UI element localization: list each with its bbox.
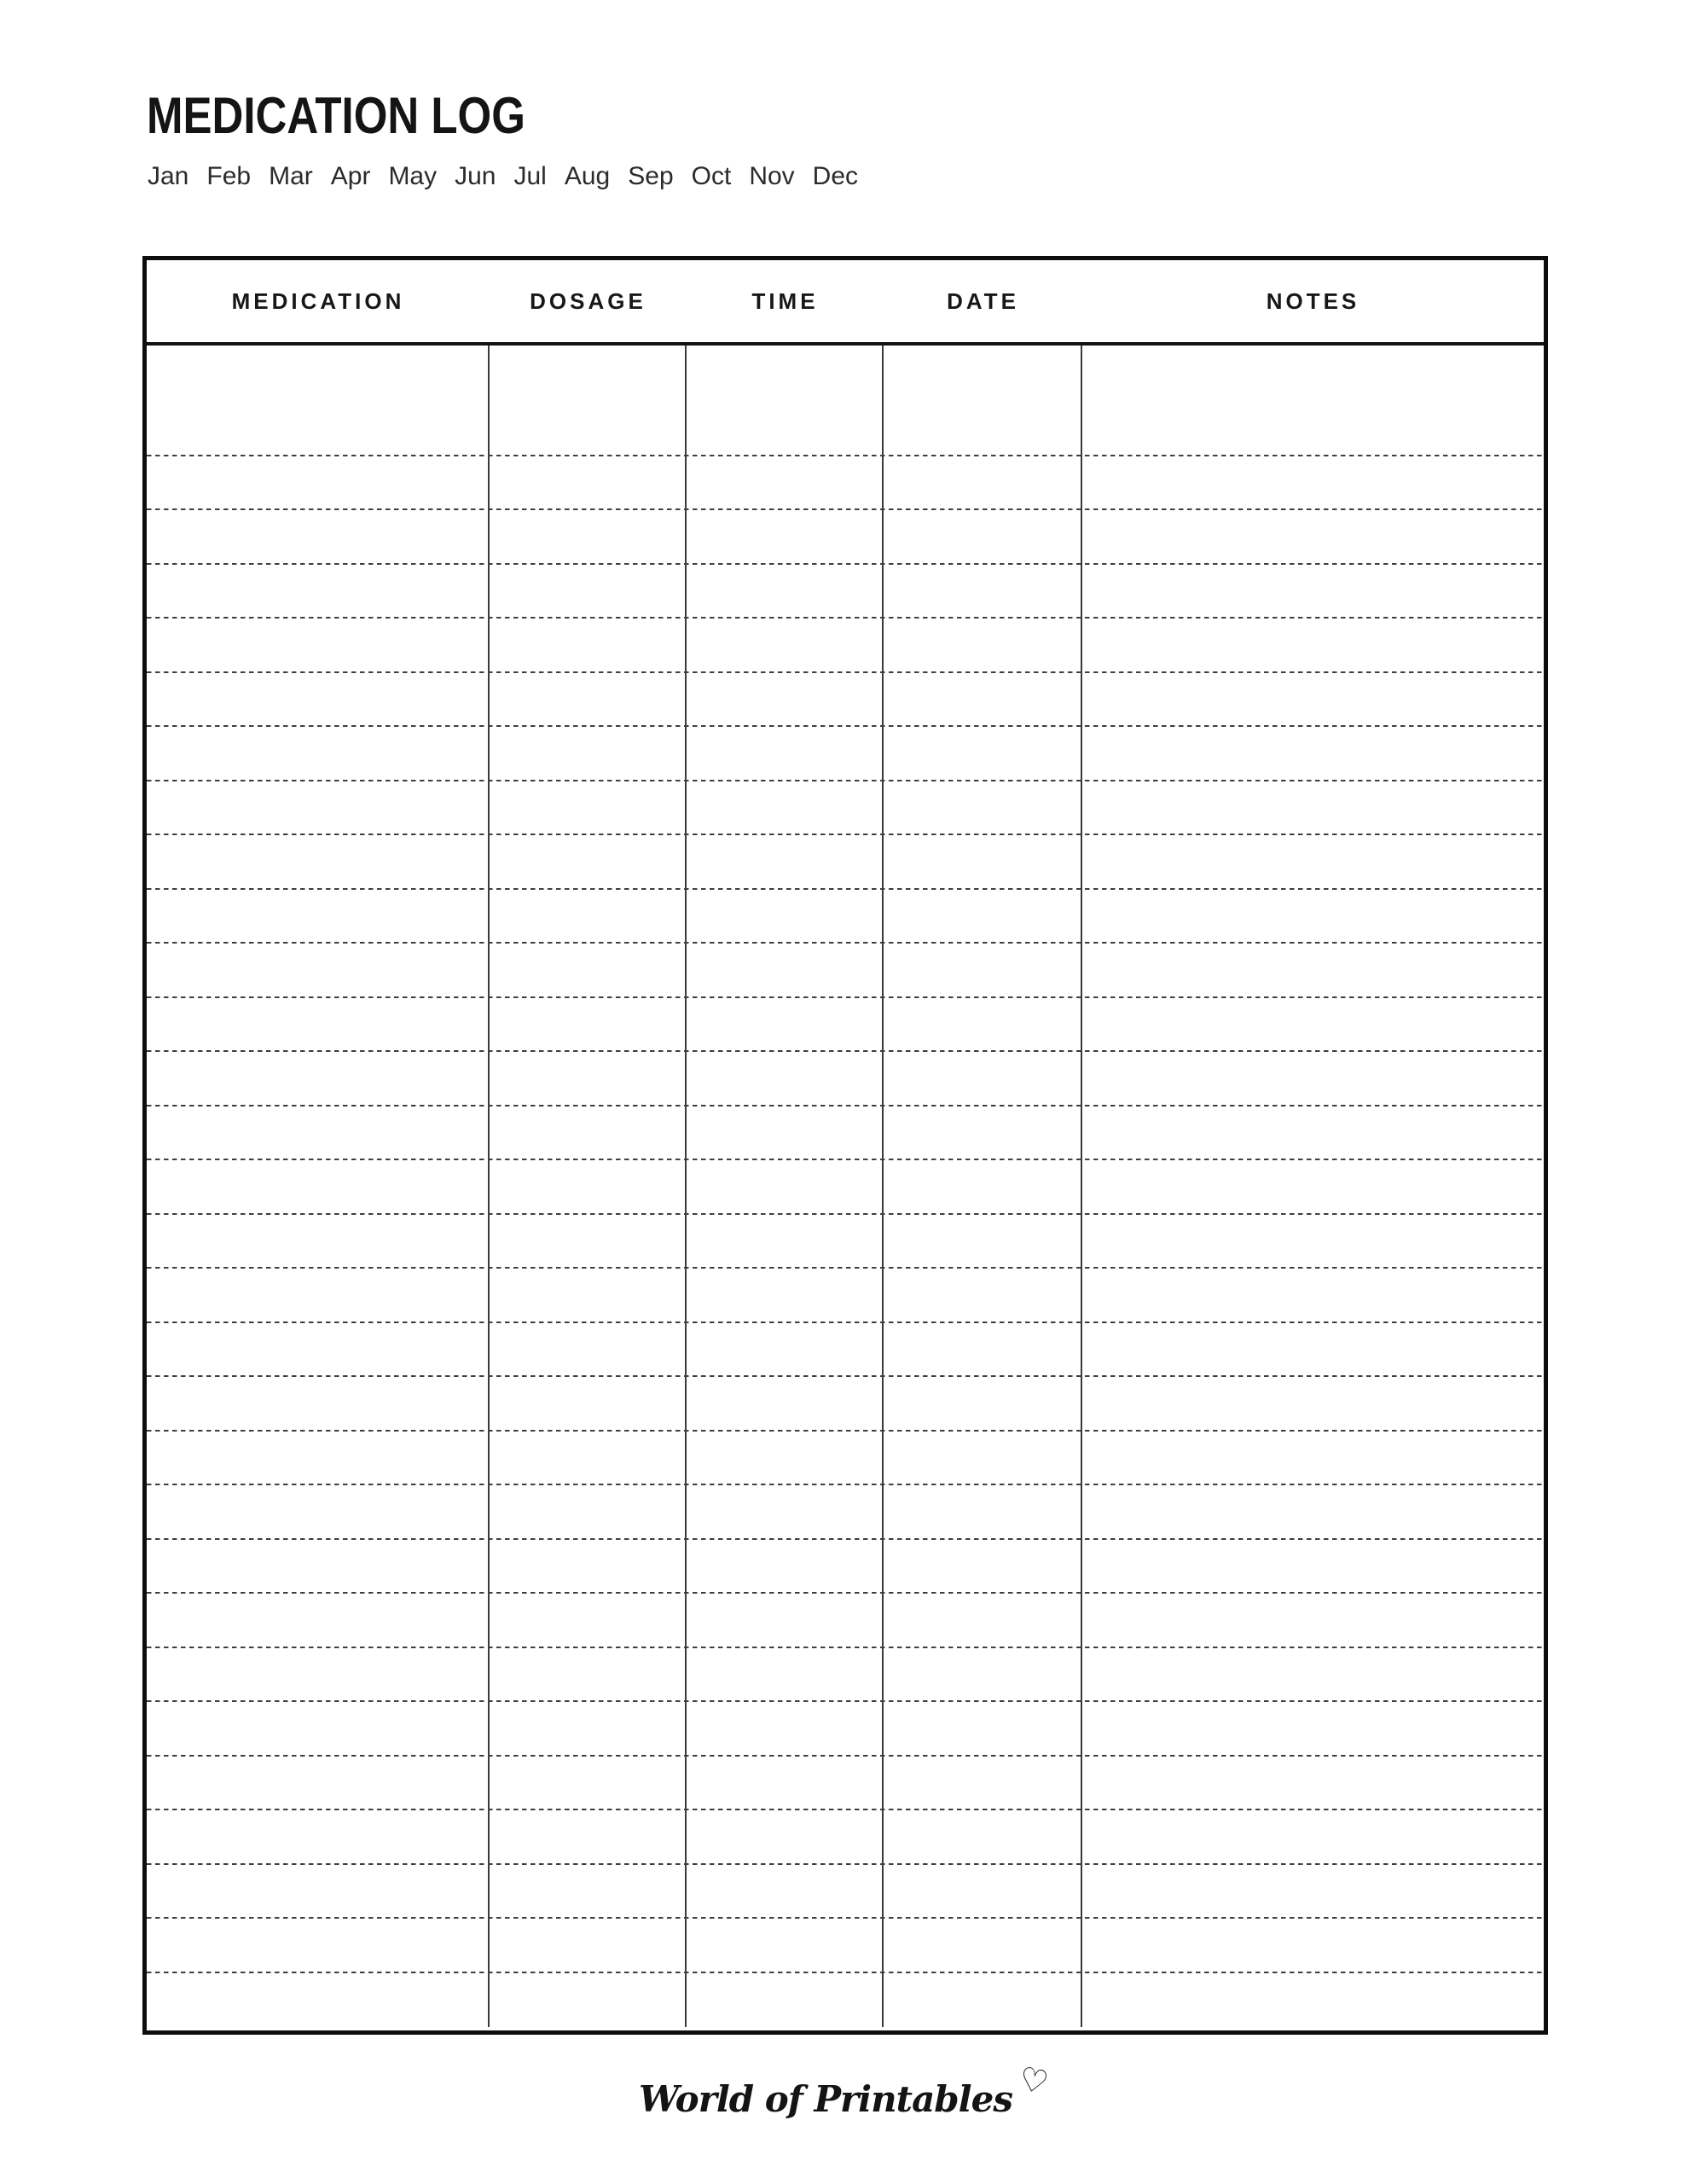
table-row xyxy=(147,456,1544,511)
table-row xyxy=(147,1052,1544,1107)
log-cell-notes[interactable] xyxy=(1082,944,1544,998)
log-cell-time[interactable] xyxy=(687,1702,884,1757)
table-row xyxy=(147,1107,1544,1161)
table-row xyxy=(147,890,1544,944)
log-cell-dosage[interactable] xyxy=(490,1757,687,1811)
log-cell-medication[interactable] xyxy=(147,1757,490,1811)
log-cell-medication[interactable] xyxy=(147,727,490,781)
table-body xyxy=(147,346,1544,2030)
log-cell-notes[interactable] xyxy=(1082,510,1544,565)
log-cell-date[interactable] xyxy=(884,619,1082,673)
log-cell-dosage[interactable] xyxy=(490,1919,687,1973)
column-header-dosage: DOSAGE xyxy=(530,288,646,314)
log-cell-notes[interactable] xyxy=(1082,1215,1544,1269)
log-cell-date[interactable] xyxy=(884,346,1082,456)
log-cell-notes[interactable] xyxy=(1082,1810,1544,1865)
log-cell-medication[interactable] xyxy=(147,998,490,1053)
log-cell-medication[interactable] xyxy=(147,1269,490,1323)
log-cell-dosage[interactable] xyxy=(490,1432,687,1486)
log-cell-time[interactable] xyxy=(687,890,884,944)
log-cell-time[interactable] xyxy=(687,1973,884,2028)
table-row xyxy=(147,1432,1544,1486)
log-cell-dosage[interactable] xyxy=(490,727,687,781)
log-cell-date[interactable] xyxy=(884,1323,1082,1378)
log-cell-notes[interactable] xyxy=(1082,1485,1544,1540)
log-cell-time[interactable] xyxy=(687,1919,884,1973)
log-cell-notes[interactable] xyxy=(1082,1702,1544,1757)
log-cell-date[interactable] xyxy=(884,1757,1082,1811)
log-cell-date[interactable] xyxy=(884,1432,1082,1486)
log-cell-time[interactable] xyxy=(687,1594,884,1648)
log-cell-time[interactable] xyxy=(687,565,884,619)
log-cell-date[interactable] xyxy=(884,1215,1082,1269)
log-cell-dosage[interactable] xyxy=(490,1052,687,1107)
log-cell-date[interactable] xyxy=(884,1540,1082,1594)
log-cell-date[interactable] xyxy=(884,1594,1082,1648)
log-cell-date[interactable] xyxy=(884,1107,1082,1161)
log-cell-notes[interactable] xyxy=(1082,619,1544,673)
log-cell-notes[interactable] xyxy=(1082,1757,1544,1811)
log-cell-time[interactable] xyxy=(687,1485,884,1540)
log-cell-notes[interactable] xyxy=(1082,673,1544,728)
log-cell-date[interactable] xyxy=(884,1973,1082,2028)
log-cell-date[interactable] xyxy=(884,727,1082,781)
log-cell-time[interactable] xyxy=(687,510,884,565)
log-cell-date[interactable] xyxy=(884,1702,1082,1757)
log-cell-medication[interactable] xyxy=(147,835,490,890)
log-cell-time[interactable] xyxy=(687,673,884,728)
log-cell-medication[interactable] xyxy=(147,1702,490,1757)
log-cell-dosage[interactable] xyxy=(490,1269,687,1323)
log-cell-dosage[interactable] xyxy=(490,346,687,456)
footer-logo xyxy=(0,2059,1687,2125)
log-cell-medication[interactable] xyxy=(147,1648,490,1703)
log-cell-date[interactable] xyxy=(884,1919,1082,1973)
log-cell-date[interactable] xyxy=(884,998,1082,1053)
table-row xyxy=(147,619,1544,673)
log-cell-time[interactable] xyxy=(687,1215,884,1269)
table-row xyxy=(147,998,1544,1053)
log-cell-medication[interactable] xyxy=(147,944,490,998)
log-cell-time[interactable] xyxy=(687,346,884,456)
log-cell-time[interactable] xyxy=(687,1052,884,1107)
column-header-medication: MEDICATION xyxy=(231,288,405,314)
log-cell-medication[interactable] xyxy=(147,456,490,511)
month-apr[interactable]: Apr xyxy=(330,162,371,190)
log-cell-notes[interactable] xyxy=(1082,1540,1544,1594)
log-cell-time[interactable] xyxy=(687,619,884,673)
table-row xyxy=(147,1160,1544,1215)
table-row xyxy=(147,1215,1544,1269)
log-cell-date[interactable] xyxy=(884,781,1082,836)
medication-log-table xyxy=(142,256,1548,2035)
month-jul[interactable]: Jul xyxy=(513,162,547,190)
log-cell-time[interactable] xyxy=(687,998,884,1053)
log-cell-date[interactable] xyxy=(884,673,1082,728)
log-cell-date[interactable] xyxy=(884,1160,1082,1215)
table-row xyxy=(147,1810,1544,1865)
log-cell-medication[interactable] xyxy=(147,1160,490,1215)
month-dec[interactable]: Dec xyxy=(812,162,859,190)
log-cell-date[interactable] xyxy=(884,1810,1082,1865)
log-cell-medication[interactable] xyxy=(147,1323,490,1378)
log-cell-medication[interactable] xyxy=(147,1540,490,1594)
log-cell-dosage[interactable] xyxy=(490,565,687,619)
table-row xyxy=(147,944,1544,998)
log-cell-time[interactable] xyxy=(687,1648,884,1703)
log-cell-notes[interactable] xyxy=(1082,727,1544,781)
log-cell-notes[interactable] xyxy=(1082,890,1544,944)
table-row xyxy=(147,1757,1544,1811)
log-cell-date[interactable] xyxy=(884,565,1082,619)
log-cell-medication[interactable] xyxy=(147,1215,490,1269)
column-header-time: TIME xyxy=(751,288,819,314)
log-cell-dosage[interactable] xyxy=(490,1107,687,1161)
heart-icon: ♡ xyxy=(1015,2059,1052,2103)
log-cell-time[interactable] xyxy=(687,781,884,836)
log-cell-dosage[interactable] xyxy=(490,1865,687,1920)
log-cell-time[interactable] xyxy=(687,1107,884,1161)
table-row xyxy=(147,1377,1544,1432)
table-row xyxy=(147,1702,1544,1757)
log-cell-time[interactable] xyxy=(687,1269,884,1323)
month-sep[interactable]: Sep xyxy=(628,162,674,190)
log-cell-notes[interactable] xyxy=(1082,1919,1544,1973)
log-cell-date[interactable] xyxy=(884,835,1082,890)
month-aug[interactable]: Aug xyxy=(564,162,611,190)
log-cell-notes[interactable] xyxy=(1082,456,1544,511)
log-cell-time[interactable] xyxy=(687,835,884,890)
table-row xyxy=(147,1648,1544,1703)
log-cell-medication[interactable] xyxy=(147,1865,490,1920)
table-row xyxy=(147,510,1544,565)
log-cell-date[interactable] xyxy=(884,1269,1082,1323)
log-cell-time[interactable] xyxy=(687,944,884,998)
log-cell-dosage[interactable] xyxy=(490,510,687,565)
table-row xyxy=(147,1919,1544,1973)
log-cell-dosage[interactable] xyxy=(490,1160,687,1215)
log-cell-dosage[interactable] xyxy=(490,1377,687,1432)
log-cell-notes[interactable] xyxy=(1082,1052,1544,1107)
log-cell-time[interactable] xyxy=(687,1757,884,1811)
log-cell-medication[interactable] xyxy=(147,890,490,944)
log-cell-notes[interactable] xyxy=(1082,346,1544,456)
log-cell-notes[interactable] xyxy=(1082,1323,1544,1378)
log-cell-date[interactable] xyxy=(884,1377,1082,1432)
table-row xyxy=(147,1269,1544,1323)
log-cell-dosage[interactable] xyxy=(490,673,687,728)
table-row xyxy=(147,781,1544,836)
table-header-row xyxy=(147,260,1544,346)
log-cell-medication[interactable] xyxy=(147,619,490,673)
log-cell-dosage[interactable] xyxy=(490,781,687,836)
log-cell-notes[interactable] xyxy=(1082,835,1544,890)
log-cell-notes[interactable] xyxy=(1082,565,1544,619)
log-cell-date[interactable] xyxy=(884,456,1082,511)
log-cell-medication[interactable] xyxy=(147,673,490,728)
log-cell-date[interactable] xyxy=(884,944,1082,998)
log-cell-notes[interactable] xyxy=(1082,1269,1544,1323)
table-row xyxy=(147,1865,1544,1920)
log-cell-notes[interactable] xyxy=(1082,1973,1544,2028)
log-cell-time[interactable] xyxy=(687,1323,884,1378)
table-row xyxy=(147,346,1544,456)
log-cell-time[interactable] xyxy=(687,727,884,781)
log-cell-date[interactable] xyxy=(884,1865,1082,1920)
log-cell-time[interactable] xyxy=(687,1432,884,1486)
log-cell-dosage[interactable] xyxy=(490,456,687,511)
log-cell-time[interactable] xyxy=(687,456,884,511)
log-cell-medication[interactable] xyxy=(147,1919,490,1973)
log-cell-notes[interactable] xyxy=(1082,1594,1544,1648)
log-cell-medication[interactable] xyxy=(147,1377,490,1432)
table-row xyxy=(147,1594,1544,1648)
table-row xyxy=(147,727,1544,781)
log-cell-medication[interactable] xyxy=(147,1594,490,1648)
log-cell-date[interactable] xyxy=(884,1052,1082,1107)
log-cell-dosage[interactable] xyxy=(490,944,687,998)
table-row xyxy=(147,565,1544,619)
month-mar[interactable]: Mar xyxy=(269,162,313,190)
log-cell-date[interactable] xyxy=(884,1485,1082,1540)
log-cell-dosage[interactable] xyxy=(490,1323,687,1378)
log-cell-notes[interactable] xyxy=(1082,1648,1544,1703)
log-cell-dosage[interactable] xyxy=(490,1215,687,1269)
log-cell-medication[interactable] xyxy=(147,1107,490,1161)
log-cell-date[interactable] xyxy=(884,510,1082,565)
table-row xyxy=(147,673,1544,728)
table-row xyxy=(147,1973,1544,2028)
log-cell-medication[interactable] xyxy=(147,510,490,565)
log-cell-medication[interactable] xyxy=(147,1810,490,1865)
log-cell-notes[interactable] xyxy=(1082,1160,1544,1215)
month-jun[interactable]: Jun xyxy=(455,162,496,190)
month-feb[interactable]: Feb xyxy=(206,162,252,190)
log-cell-medication[interactable] xyxy=(147,1485,490,1540)
log-cell-time[interactable] xyxy=(687,1377,884,1432)
log-cell-medication[interactable] xyxy=(147,346,490,456)
table-row xyxy=(147,1323,1544,1378)
log-cell-time[interactable] xyxy=(687,1810,884,1865)
column-header-date: DATE xyxy=(947,288,1019,314)
log-cell-notes[interactable] xyxy=(1082,781,1544,836)
log-cell-dosage[interactable] xyxy=(490,619,687,673)
log-cell-time[interactable] xyxy=(687,1540,884,1594)
months-row xyxy=(148,161,858,192)
log-cell-notes[interactable] xyxy=(1082,998,1544,1053)
table-row xyxy=(147,1540,1544,1594)
log-cell-date[interactable] xyxy=(884,1648,1082,1703)
month-oct[interactable]: Oct xyxy=(691,162,732,190)
log-cell-dosage[interactable] xyxy=(490,1540,687,1594)
log-cell-medication[interactable] xyxy=(147,781,490,836)
column-header-notes: NOTES xyxy=(1266,288,1360,314)
table-row xyxy=(147,1485,1544,1540)
log-cell-dosage[interactable] xyxy=(490,1810,687,1865)
log-cell-notes[interactable] xyxy=(1082,1432,1544,1486)
log-cell-dosage[interactable] xyxy=(490,998,687,1053)
log-cell-dosage[interactable] xyxy=(490,835,687,890)
month-may[interactable]: May xyxy=(388,162,438,190)
log-cell-dosage[interactable] xyxy=(490,1594,687,1648)
log-cell-notes[interactable] xyxy=(1082,1377,1544,1432)
brand-text: World of Printables xyxy=(638,2078,1012,2120)
log-cell-medication[interactable] xyxy=(147,1973,490,2028)
log-cell-dosage[interactable] xyxy=(490,1485,687,1540)
page-title: MEDICATION LOG xyxy=(147,87,525,144)
month-nov[interactable]: Nov xyxy=(749,162,795,190)
log-cell-medication[interactable] xyxy=(147,565,490,619)
log-cell-dosage[interactable] xyxy=(490,1702,687,1757)
log-cell-medication[interactable] xyxy=(147,1052,490,1107)
log-cell-dosage[interactable] xyxy=(490,1973,687,2028)
log-cell-medication[interactable] xyxy=(147,1432,490,1486)
table-row xyxy=(147,835,1544,890)
log-cell-notes[interactable] xyxy=(1082,1107,1544,1161)
log-cell-time[interactable] xyxy=(687,1160,884,1215)
log-cell-notes[interactable] xyxy=(1082,1865,1544,1920)
log-cell-date[interactable] xyxy=(884,890,1082,944)
log-cell-dosage[interactable] xyxy=(490,890,687,944)
log-cell-dosage[interactable] xyxy=(490,1648,687,1703)
log-cell-time[interactable] xyxy=(687,1865,884,1920)
month-jan[interactable]: Jan xyxy=(148,162,189,190)
